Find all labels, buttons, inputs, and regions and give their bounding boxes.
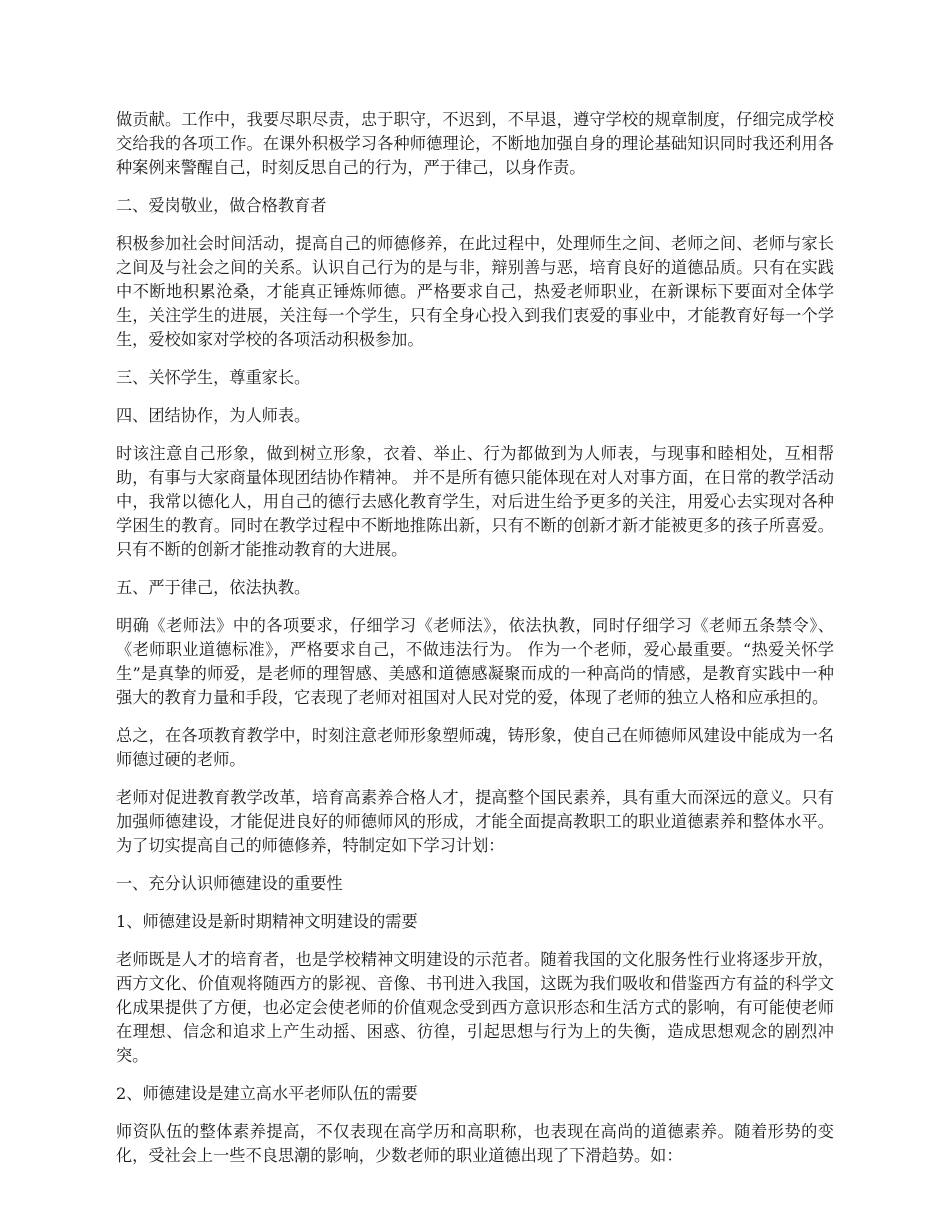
paragraph-plan-intro: 老师对促进教育教学改革，培育高素养合格人才，提高整个国民素养，具有重大而深远的意义。只有加强师德建设，才能促进良好的师德师风的形成，才能全面提高教职工的职业道德素养和整体水平。为了切实提高自己的师德修养，特制定如下学习计划： [116, 788, 834, 855]
section-heading-2: 二、爱岗敬业，做合格教育者 [116, 196, 327, 215]
paragraph-faculty: 师资队伍的整体素养提高，不仅表现在高学历和高职称，也表现在高尚的道德素养。随着形势的变化，受社会上一些不良思潮的影响，少数老师的职业道德出现了下滑趋势。如： [116, 1122, 834, 1165]
paragraph-duty: 做贡献。工作中，我要尽职尽责，忠于职守，不迟到，不早退，遵守学校的规章制度，仔细完成学校交给我的各项工作。在课外积极学习各种师德理论，不断地加强自身的理论基础知识同时我还利用各种案例来警醒自己，时刻反思自己的行为，严于律己，以身作责。 [116, 110, 834, 177]
paragraph-summary: 总之，在各项教育教学中，时刻注意老师形象塑师魂，铸形象，使自己在师德师风建设中能成为一名师德过硬的老师。 [116, 726, 834, 769]
paragraph-teamwork: 时该注意自己形象，做到树立形象，衣着、举止、行为都做到为人师表，与现事和睦相处，互相帮助，有事与大家商量体现团结协作精神。 并不是所有德只能体现在对人对事方面，在日常的教学活动中，我常以德化人，用自己的德行去感化教育学生，对后进生给予更多的关注，用爱心去实现对各种学困生的教育。同时在教学过程中不断地推陈出新，只有不断的创新才新才能被更多的孩子所喜爱。只有不断的创新才能推动教育的大进展。 [116, 444, 834, 559]
plan-subheading-2: 2、师德建设是建立高水平老师队伍的需要 [116, 1084, 418, 1103]
paragraph-dedication: 积极参加社会时间活动，提高自己的师德修养，在此过程中，处理师生之间、老师之间、老师与家长之间及与社会之间的关系。认识自己行为的是与非，辩别善与恶，培育良好的道德品质。只有在实践中不断地积累沧桑，才能真正锤炼师德。严格要求自己，热爱老师职业，在新课标下要面对全体学生，关注学生的进展，关注每一个学生，只有全身心投入到我们衷爱的事业中，才能教育好每一个学生，爱校如家对学校的各项活动积极参加。 [116, 234, 834, 349]
plan-heading-1: 一、充分认识师德建设的重要性 [116, 874, 343, 893]
section-heading-4: 四、团结协作，为人师表。 [116, 406, 311, 425]
section-heading-5: 五、严于律己，依法执教。 [116, 578, 311, 597]
plan-subheading-1: 1、师德建设是新时期精神文明建设的需要 [116, 912, 418, 931]
paragraph-law: 明确《老师法》中的各项要求，仔细学习《老师法》，依法执教，同时仔细学习《老师五条禁令》、《老师职业道德标准》，严格要求自己，不做违法行为。 作为一个老师，爱心最重要。“热爱关怀学生”是真挚的师爱，是老师的理智感、美感和道德感凝聚而成的一种高尚的情感，是教育实践中一种强大的教育力量和手段，它表现了老师对祖国对人民对党的爱，体现了老师的独立人格和应承担的。 [116, 616, 834, 707]
paragraph-civilization: 老师既是人才的培育者，也是学校精神文明建设的示范者。随着我国的文化服务性行业将逐步开放，西方文化、价值观将随西方的影视、音像、书刊进入我国，这既为我们吸收和借鉴西方有益的科学文化成果提供了方便，也必定会使老师的价值观念受到西方意识形态和生活方式的影响，有可能使老师在理想、信念和追求上产生动摇、困惑、彷徨，引起思想与行为上的失衡，造成思想观念的剧烈冲突。 [116, 950, 834, 1065]
section-heading-3: 三、关怀学生，尊重家长。 [116, 368, 311, 387]
